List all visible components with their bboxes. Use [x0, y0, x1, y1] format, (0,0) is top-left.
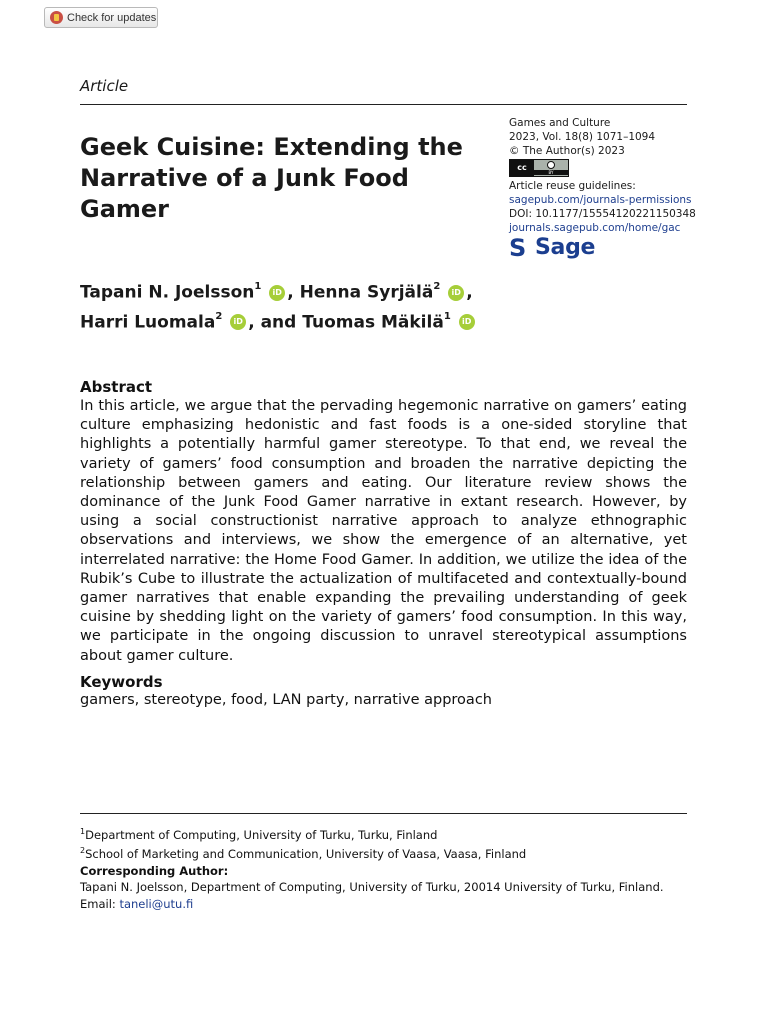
- author-name: Henna Syrjälä: [299, 282, 434, 303]
- orcid-icon[interactable]: iD: [269, 285, 285, 301]
- check-for-updates-badge[interactable]: [44, 7, 158, 28]
- reuse-guidelines-label: Article reuse guidelines:: [509, 180, 636, 192]
- author-separator: ,: [287, 282, 300, 303]
- check-for-updates-label: Check for updates: [67, 11, 157, 24]
- crossmark-icon: [50, 11, 63, 24]
- cc-by-license-icon[interactable]: [509, 159, 569, 177]
- email-label: Email:: [80, 896, 116, 911]
- orcid-icon[interactable]: iD: [448, 285, 464, 301]
- sage-s-icon: S: [509, 234, 527, 262]
- journal-name: Games and Culture: [509, 117, 611, 129]
- corresponding-email-line: [80, 896, 690, 913]
- header-divider: [80, 104, 687, 105]
- permissions-link[interactable]: sagepub.com/journals-permissions: [509, 194, 692, 206]
- orcid-icon[interactable]: iD: [230, 314, 246, 330]
- sage-logo: [509, 234, 699, 262]
- article-type-label: Article: [80, 77, 129, 95]
- copyright-notice: © The Author(s) 2023: [509, 145, 625, 157]
- publisher-name: Sage: [535, 235, 596, 260]
- affiliation-2: [80, 843, 690, 862]
- attribution-person-icon: [547, 161, 555, 169]
- author-name: Tuomas Mäkilä: [302, 312, 444, 333]
- orcid-icon[interactable]: iD: [459, 314, 475, 330]
- affiliation-1: [80, 824, 690, 843]
- article-title: Geek Cuisine: Extending the Narrative of a Junk Food Gamer: [80, 133, 463, 223]
- cc-license-mark: cc: [510, 160, 534, 176]
- volume-info: 2023, Vol. 18(8) 1071–1094: [509, 131, 656, 143]
- footnotes: [80, 824, 690, 912]
- journal-metadata: [509, 116, 699, 262]
- corresponding-author-label: Corresponding Author:: [80, 863, 229, 878]
- doi: DOI: 10.1177/15554120221150348: [509, 208, 696, 220]
- affiliation-text: School of Marketing and Communication, University of Vaasa, Vaasa, Finland: [85, 847, 527, 862]
- abstract-heading: Abstract: [80, 378, 153, 396]
- keywords-text: gamers, stereotype, food, LAN party, narrative approach: [80, 692, 492, 708]
- keywords-heading: Keywords: [80, 673, 163, 691]
- affiliation-text: Department of Computing, University of Turku, Turku, Finland: [85, 827, 438, 842]
- author-separator: ,: [466, 282, 473, 303]
- author-affiliation-mark: 1: [254, 281, 262, 292]
- author-affiliation-mark: 1: [443, 310, 451, 322]
- cc-by-label: BY: [534, 170, 568, 175]
- author-separator: , and: [248, 312, 303, 333]
- email-link[interactable]: taneli@utu.fi: [119, 896, 194, 911]
- author-name: Harri Luomala: [80, 312, 216, 333]
- abstract-text: In this article, we argue that the pervading hegemonic narrative on gamers’ eating culture emphasizing hedonistic and fast foods is a one-sided storyline that highlights a potentially harmful gamer stereotype. To that end, we reveal the variety of gamers’ food consumption and broaden the narrative depicting the relationship between gamers and eating. Our literature review shows the dominance of the Junk Food Gamer narrative in extant research. However, by using a social constructionist narrative approach to analyze ethnographic observations and interviews, we show the emergence of an alternative, yet interrelated narrative: the Home Food Gamer. In addition, we utilize the idea of the Rubik’s Cube to illustrate the actualization of multifaceted and contextually-bound gamer narratives that enable expanding the prevailing understanding of geek cuisine by shedding light on the variety of gamers’ food consumption. In this way, we participate in the ongoing discussion to unravel stereotypical assumptions about gamer culture.: [80, 398, 687, 664]
- journal-homepage-link[interactable]: journals.sagepub.com/home/gac: [509, 222, 681, 234]
- footnote-divider: [80, 813, 687, 814]
- author-list: [80, 276, 690, 335]
- author-name: Tapani N. Joelsson: [80, 282, 255, 303]
- affiliation-number: 2: [80, 846, 86, 856]
- author-affiliation-mark: 2: [215, 310, 223, 322]
- author-affiliation-mark: 2: [433, 281, 441, 292]
- affiliation-number: 1: [80, 827, 86, 836]
- corresponding-author-address: Tapani N. Joelsson, Department of Computing, University of Turku, 20014 University of Turku, Finland.: [80, 880, 664, 895]
